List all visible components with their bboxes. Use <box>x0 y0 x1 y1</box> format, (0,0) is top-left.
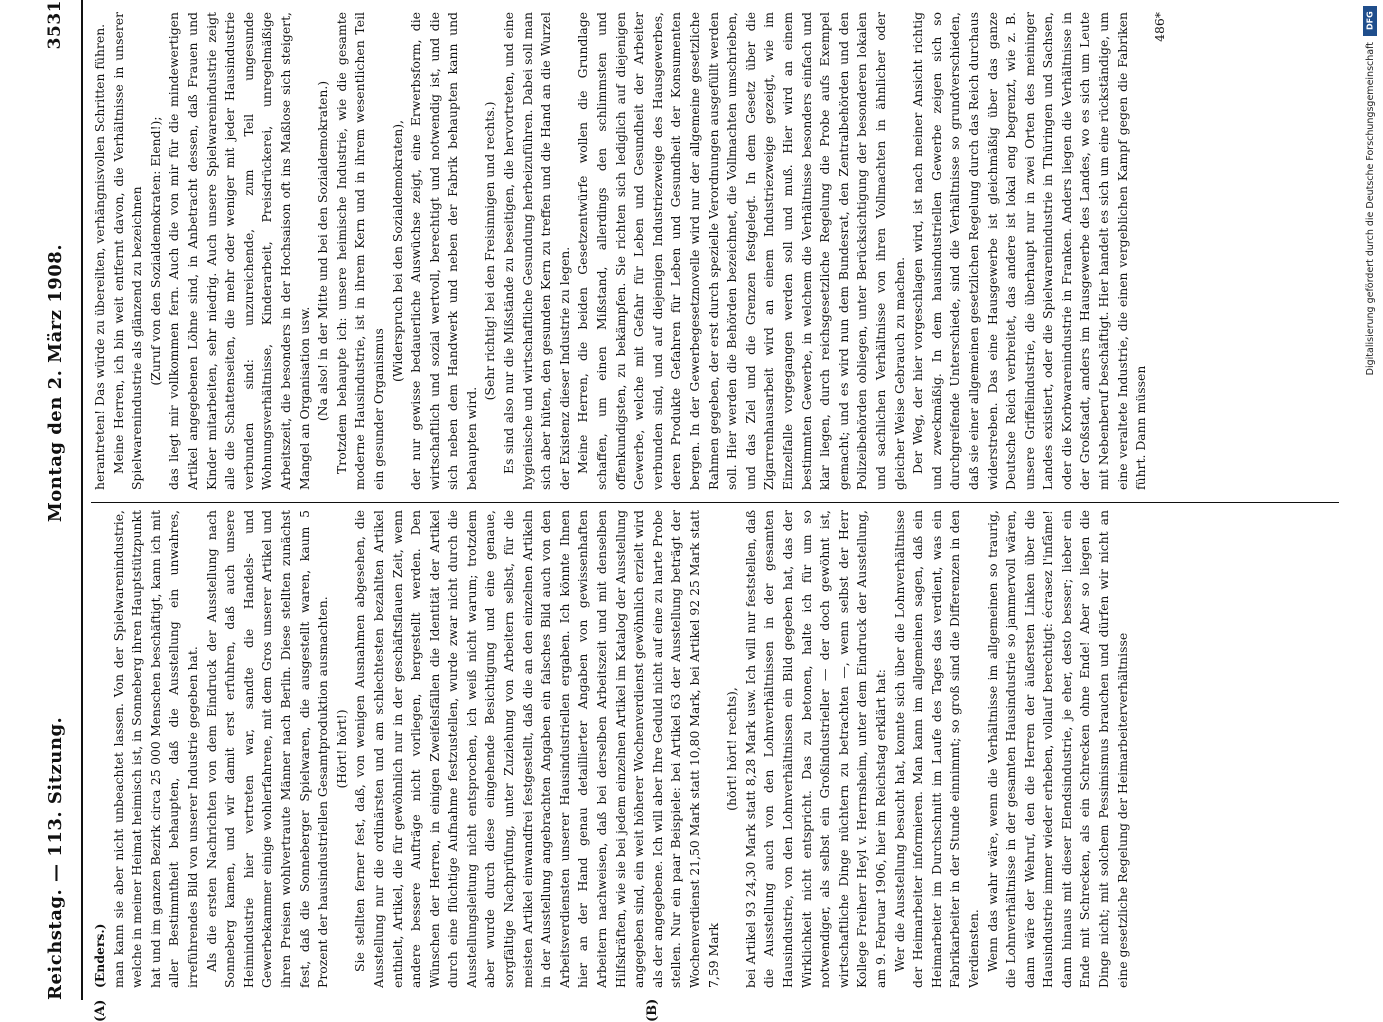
right-text-column <box>91 12 1339 490</box>
paragraph: Meine Herren, die beiden Gesetzentwürfe wollen die Grundlage schaffen, um einen Mißstand, allerdings den schlimmsten und offenkundigsten, zu bekämpfen. Sie richten sich lediglich auf diejenigen Gewerbe, welche mit Gefahr für Leben und Gesundheit der Arbeiter verbunden sind, und auf diejenigen Industriezweige des Hausgewerbes, deren Produkte Gefahren für Leben und Gesundheit der Konsumenten bergen. In der Gewerbegesetznovelle wird nur der allgemeine gesetzliche Rahmen gegeben, der erst durch spezielle Verordnungen ausgefüllt werden soll. Hier werden die Behörden bezeichnet, die Vollmachten umschrieben, und das Ziel und die Grenzen festgelegt. In dem Gesetz über die Zigarrenhausarbeit wird an einem Industriezweige gezeigt, wie im Einzelfalle vorgegangen werden soll und muß. Hier wird an einem bestimmten Gewerbe, in welchem die Verhältnisse besonders einfach und klar liegen, durch reichsgesetzliche Regelung die Probe aufs Exempel gemacht; und es wird nun dem Bundesrat, den Zentralbehörden und den Polizeibehörden obliegen, unter Berücksichtigung der besonderen lokalen und sachlichen Verhältnisse von ihren Vollmachten in ähnlicher oder gleicher Weise Gebrauch zu machen. <box>575 12 907 490</box>
credit-text: Digitalisierung gefördert durch die Deutsche Forschungsgemeinschaft <box>1364 42 1376 376</box>
column-divider <box>91 502 1339 503</box>
paragraph: Meine Herren, ich bin weit entfernt davon, die Verhältnisse in unserer Spielwarenindustrie als glänzend zu bezeichnen <box>110 12 145 490</box>
interjection: (Sehr richtig! bei den Freisinnigen und rechts.) <box>482 101 498 401</box>
paragraph: herantreten! Das würde zu übereilten, verhängnisvollen Schritten führen. <box>92 23 107 490</box>
paragraph: man kann sie aber nicht unbeachtet lassen. Von der Spielwarenindustrie, welche in meiner Heimat heimisch ist, in Sonneberg ihren Hauptstützpunkt hat und im ganzen Bezirk circa 25 000 Menschen beschäftigt, kann ich mit aller Bestimmtheit behaupten, daß die Ausstellung ein unwahres, irreführendes Bild von unserer Industrie gegeben hat. <box>110 510 200 988</box>
paragraph: das liegt mir vollkommen fern. Auch die von mir für die mindewertigen Artikel angegebenen Löhne sind, in Anbetracht dessen, daß Frauen und Kinder mitarbeiten, sehr niedrig. Auch unsere Spielwarenindustrie zeigt alle die Schattenseiten, die mehr oder weniger mit jeder Hausindustrie verbunden sind: unzureichende, zum Teil ungesunde Wohnungsverhältnisse, Kinderarbeit, Preisdrückerei, unregelmäßige Arbeitszeit, die besonders in der Hochsaison oft ins Maßlose sich steigert, Mangel an Organisation usw. <box>166 12 312 490</box>
paragraph: Wenn das wahr wäre, wenn die Verhältnisse im allgemeinen so traurig, die Lohnverhältnisse in der gesamten Hausindustrie so jammervoll wären, dann wäre der Wehruf, den die Herren der äußersten Linken über die Hausindustrie immer wieder erheben, vollauf berechtigt: écrasez l'infâme! dann hinaus mit dieser Elendsindustrie, je eher, desto besser; lieber ein Ende mit Schrecken, als ein Schrecken ohne Ende! Aber so liegen die Dinge nicht; mit solchem Pessimismus brauchen und dürfen wir nicht an eine gesetzliche Regelung der Heimarbeiterverhältnisse <box>984 510 1130 988</box>
paragraph: Der Weg, der hier vorgeschlagen wird, ist nach meiner Ansicht richtig und zweckmäßig. In dem hausindustriellen Gewerbe zeigen sich so durchgreifende Unterschiede, sind die Verhältnisse so grundverschieden, daß sie einer allgemeinen gesetzlichen Regelung durch das Reich durchaus widerstreben. Das eine Hausgewerbe ist gleichmäßig über das ganze Deutsche Reich verbreitet, das andere ist lokal eng begrenzt, wie z. B. unsere Griffelindustrie, die überhaupt nur in zwei Orten des meininger Landes existiert, oder die Spielwarenindustrie in Thüringen und Sachsen, oder die Korbwarenindustrie in Franken. Anders liegen die Verhältnisse in der Großstadt, anders im Hausgewerbe des Landes, wo es sich um Leute mit Nebenberuf beschäftigt. Hier handelt es sich um eine rückständige, um eine veraltete Industrie, die einen vergeblichen Kampf gegen die Fabriken führt. Dann müssen <box>910 12 1149 490</box>
margin-marker-a: (A) <box>93 999 108 1022</box>
interjection: (Zuruf von den Sozialdemokraten: Elend!); <box>147 116 163 386</box>
interjection: (Widerspruch bei den Sozialdemokraten), <box>389 119 405 383</box>
interjection: (Hört! hört!) <box>333 709 349 789</box>
paragraph: Sie stellten ferner fest, daß, von wenigen Ausnahmen abgesehen, die Ausstellung nur die ordinärsten und am schlechtesten bezahlten Artikel enthielt, Artikel, die für gewöhnlich nur in der geschäftsflauen Zeit, wenn andere bessere Aufträge nicht vorliegen, hergestellt werden. Den Wünschen der Herren, in einigen Zweifelsfällen die Identität der Artikel durch eine flüchtige Aufnahme festzustellen, wurde zwar nicht durch die Ausstellungsleitung nicht entsprochen, ich weiß nicht warum; trotzdem aber wurde durch diese eingehende Besichtigung und eine genaue, sorgfältige Nachprüfung, unter Zuziehung von Arbeitern selbst, für die meisten Artikel einwandfrei festgestellt, daß die an den einzelnen Artikeln in der Ausstellung angebrachten Angaben ein falsches Bild auch von den Arbeitsverdiensten unserer Hausindustriellen ergaben. Ich könnte Ihnen hier an der Hand genau detaillierter Angaben von gewissenhaften Arbeitern nachweisen, daß bei derselben Arbeitszeit und mit denselben Hilfskräften, wie sie bei jedem einzelnen Artikel im Katalog der Ausstellung angegeben sind, ein weit höherer Wochenverdienst gewöhnlich erzielt wird als der angegebene. Ich will aber Ihre Geduld nicht auf eine zu harte Probe stellen. Nur ein paar Beispiele: bei Artikel 63 der Ausstellung beträgt der Wochenverdienst 21,50 Mark statt 10,80 Mark, bei Artikel 92 25 Mark statt 7,59 Mark <box>352 510 721 988</box>
margin-marker-b: (B) <box>645 998 660 1022</box>
left-text-column <box>91 510 1339 988</box>
header-session: Reichstag. — 113. Sitzung. <box>44 716 66 1000</box>
paragraph: der nur gewisse bedauerliche Auswüchse zeigt, eine Erwerbsform, die wirtschaftlich und sozial wertvoll, berechtigt und notwendig ist, und die sich neben dem Handwerk und neben der Fabrik behaupten kann und behaupten wird. <box>408 12 479 490</box>
document-page <box>35 0 1345 1022</box>
quotation: Wer die Ausstellung besucht hat, konnte sich über die Lohnverhältnisse der Heimarbeiter informieren. Man kann im allgemeinen sagen, daß ein Heimarbeiter im Durchschnitt im Laufe des Tages das verdient, was ein Fabrikarbeiter in der Stunde einnimmt; so groß sind die Differenzen in den Verdiensten. <box>891 510 981 988</box>
digitization-credit <box>1362 6 1378 996</box>
dfg-logo: DFG <box>1363 6 1377 36</box>
header-rule <box>81 0 83 1000</box>
speaker-name: (Enders.) <box>92 923 107 988</box>
sheet-signature: 486* <box>1151 12 1167 42</box>
paragraph: Als die ersten Nachrichten von dem Eindruck der Ausstellung nach Sonneberg kamen, und wir damit erst erfuhren, daß auch unsere Heimindustrie hier vertreten war, sandte die Handels- und Gewerbekammer einige wohlerfahrene, mit dem Gros unserer Artikel und ihren Preisen wohlvertraute Männer nach Berlin. Diese stellten zunächst fest, daß die Sonneberger Spielwaren, die ausgestellt waren, kaum 5 Prozent der hausindustriellen Gesamtproduktion ausmachten. <box>203 510 331 988</box>
page-number: 3531 <box>45 0 65 50</box>
interjection: (Na also! in der Mitte und bei den Sozialdemokraten.) <box>315 80 331 422</box>
interjection: (hört! hört! rechts), <box>724 687 740 811</box>
paragraph: bei Artikel 93 24,30 Mark statt 8,28 Mark usw. Ich will nur feststellen, daß die Ausstellung auch von den Lohnverhältnissen in der gesamten Hausindustrie, von den Lohnverhältnissen ein Bild gegeben hat, das der Wirklichkeit nicht entspricht. Das zu betonen, halte ich für um so notwendiger, als selbst ein Großindustrieller — der doch gewöhnt ist, wirtschaftliche Dinge nüchtern zu betrachten —, wenn selbst der Herr Kollege Freiherr Heyl v. Herrnsheim, unter dem Eindruck der Ausstellung, am 9. Februar 1906, hier im Reichstag erklärt hat: <box>742 510 888 988</box>
header-date: Montag den 2. März 1908. <box>44 243 66 523</box>
page-header <box>35 0 75 1000</box>
paragraph: Trotzdem behaupte ich: unsere heimische Industrie, wie die gesamte moderne Hausindustrie, ist in ihrem Kern und in ihrem wesentlichen Teil ein gesunder Organismus <box>333 12 386 490</box>
paragraph: Es sind also nur die Mißstände zu beseitigen, die hervortreten, und eine hygienische und wirtschaftliche Gesundung herbeizuführen. Dabei soll man sich aber hüten, den gesunden Kern zu treffen und die Hand an die Wurzel der Existenz dieser Industrie zu legen. <box>501 12 572 490</box>
